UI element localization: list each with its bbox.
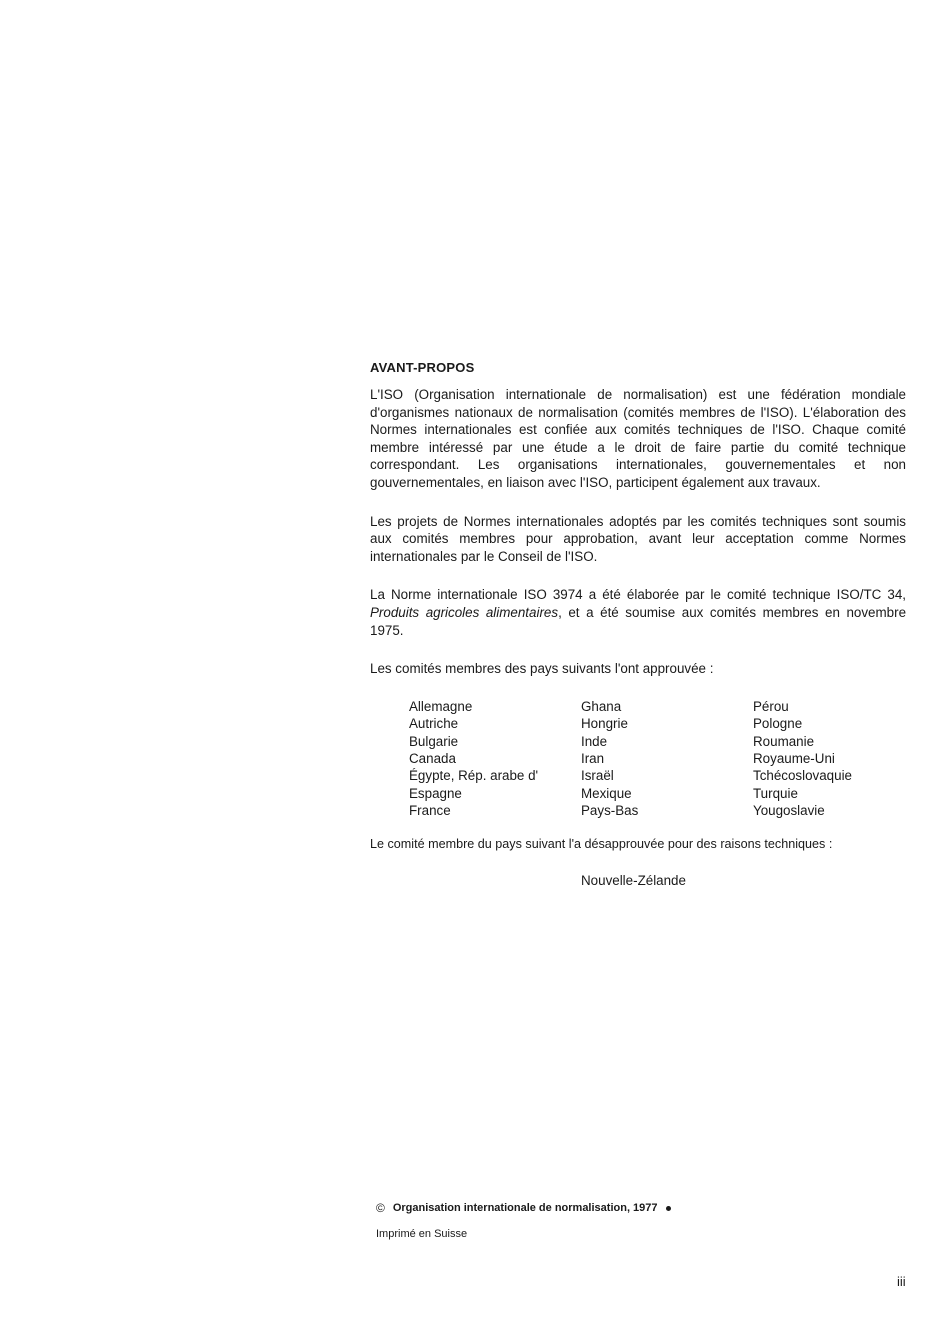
- approved-countries: [370, 698, 906, 822]
- country-name: Israël: [581, 768, 614, 784]
- country-name: Mexique: [581, 785, 632, 801]
- country-name: Iran: [581, 750, 605, 766]
- foreword-paragraph-drafts: Les projets de Normes internationales adoptés par les comités techniques sont soumis aux comités membres pour approbation, avant leur acceptation comme Normes internationales par le Conseil de l'ISO.: [370, 513, 906, 564]
- country-name: Tchécoslovaquie: [753, 768, 853, 784]
- standard-text-prefix: La Norme internationale ISO 3974 a été élaborée par le comité technique ISO/TC 34,: [370, 587, 906, 603]
- footer: [376, 1201, 671, 1240]
- country-name: Pays-Bas: [581, 803, 639, 819]
- disapproval-intro: Le comité membre du pays suivant l'a désapprouvée pour des raisons techniques :: [370, 836, 833, 851]
- country-name: Espagne: [409, 785, 462, 801]
- country-name: Ghana: [581, 698, 622, 714]
- country-name: Allemagne: [409, 698, 473, 714]
- country-name: Bulgarie: [409, 733, 459, 749]
- country-name: Yougoslavie: [753, 803, 825, 819]
- country-name: Autriche: [409, 716, 459, 732]
- copyright-icon: ©: [376, 1201, 385, 1215]
- standard-text-suffix: , et a été soumise aux comités membres en novembre 1975.: [370, 604, 907, 638]
- country-name: Pérou: [753, 698, 789, 714]
- disapproving-country: Nouvelle-Zélande: [581, 872, 686, 888]
- countries-column-2: [581, 698, 638, 820]
- copyright-text: Organisation internationale de normalisation, 1977: [392, 1202, 658, 1214]
- printed-in: Imprimé en Suisse: [376, 1228, 468, 1240]
- country-name: Pologne: [753, 716, 803, 732]
- foreword-heading: AVANT-PROPOS: [370, 360, 475, 375]
- country-name: France: [409, 803, 451, 819]
- copyright-line: [376, 1201, 671, 1215]
- approval-intro: Les comités membres des pays suivants l'ont approuvée :: [370, 661, 714, 677]
- country-name: Inde: [581, 733, 608, 749]
- country-name: Royaume-Uni: [753, 750, 835, 766]
- foreword-section: [370, 360, 906, 888]
- committee-title: Produits agricoles alimentaires: [370, 604, 559, 620]
- country-name: Canada: [409, 750, 456, 766]
- country-name: Turquie: [753, 785, 798, 801]
- countries-column-1: [409, 698, 538, 820]
- bullet-dot-icon: [666, 1206, 671, 1211]
- foreword-paragraph-standard: [370, 586, 906, 639]
- country-name: Hongrie: [581, 716, 628, 732]
- foreword-paragraph-iso: L'ISO (Organisation internationale de normalisation) est une fédération mondiale d'organismes nationaux de normalisation (comités membres de l'ISO). L'élaboration des Normes internationales est confiée aux comités techniques de l'ISO. Chaque comité membre intéressé par une étude a le droit de faire partie du comité technique correspondant. Les organisations internationales, gouvernementales et non gouvernementales, en liaison avec l'ISO, participent également aux travaux.: [370, 387, 906, 490]
- countries-column-3: [753, 698, 852, 820]
- country-name: Roumanie: [753, 733, 815, 749]
- page-number: iii: [897, 1274, 906, 1289]
- country-name: Égypte, Rép. arabe d': [409, 768, 539, 784]
